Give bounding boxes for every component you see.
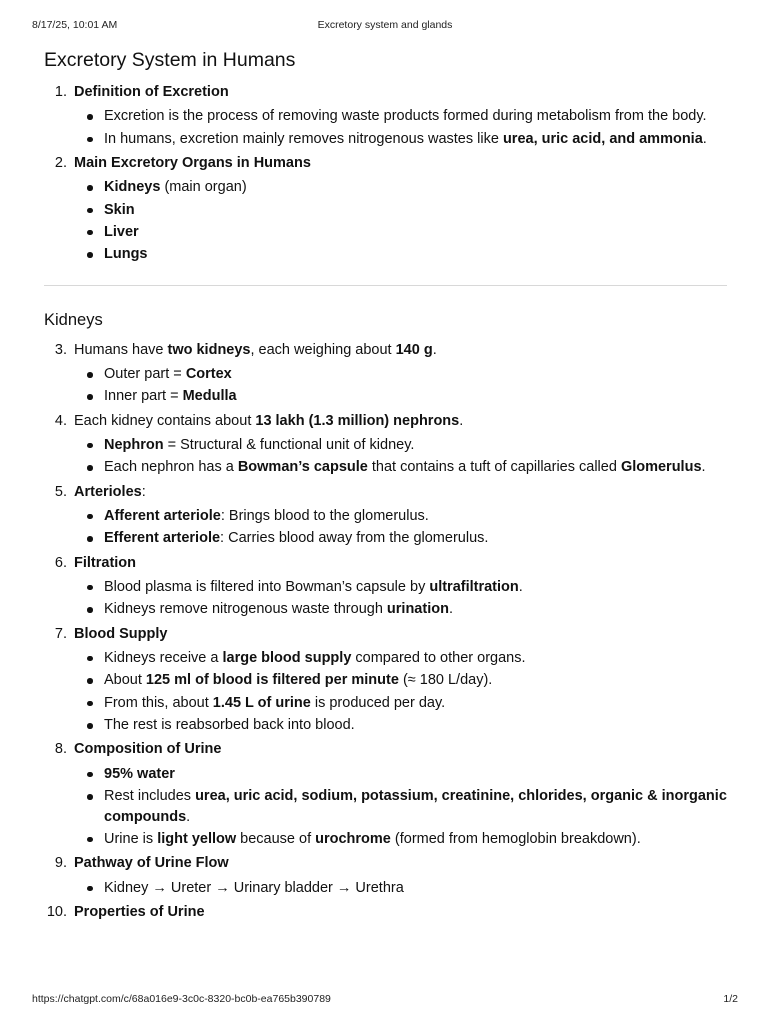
bullet-list — [74, 106, 727, 149]
bullet-list — [74, 435, 727, 478]
section-divider — [44, 285, 727, 286]
kidneys-list — [44, 338, 727, 924]
list-item: 4. Each kidney contains about 13 lakh (1.3 million) nephrons. Nephron = Structural & functional unit of kidney. Each nephron has a Bowman’s capsule that contains a tuft of capillaries called Glomerulus. — [44, 409, 727, 478]
bullet-list — [74, 506, 727, 549]
section-heading: Kidneys — [44, 310, 103, 329]
bullet-item: In humans, excretion mainly removes nitrogenous wastes like urea, uric acid, and ammonia. — [74, 129, 727, 150]
bullet-item: Rest includes urea, uric acid, sodium, potassium, creatinine, chlorides, organic & inorganic compounds. — [74, 786, 727, 827]
item-number: 7. — [54, 625, 67, 642]
print-datetime: 8/17/25, 10:01 AM — [32, 19, 118, 31]
item-number: 1. — [54, 84, 67, 100]
item-number: 2. — [54, 154, 67, 171]
item-number: 9. — [54, 855, 67, 872]
bullet-list — [74, 648, 727, 736]
bullet-item: Kidneys (main organ) — [74, 177, 727, 198]
bullet-list — [74, 177, 727, 265]
bullet-item: Kidney → Ureter → Urinary bladder → Urethra — [74, 878, 727, 899]
bullet-item: Nephron = Structural & functional unit of kidney. — [74, 435, 727, 456]
list-item: 9. Pathway of Urine Flow Kidney → Ureter → Urinary bladder → Urethra — [44, 851, 727, 898]
list-item: 7. Blood Supply Kidneys receive a large blood supply compared to other organs. About 125 ml of blood is filtered per minute (≈ 180 L/day). From this, about 1.45 L of urine is produced per day. The rest is reabsorbed back into blood. — [44, 622, 727, 736]
bullet-item: Inner part = Medulla — [74, 386, 727, 407]
bullet-item: Outer part = Cortex — [74, 364, 727, 385]
bullet-item: Urine is light yellow because of urochrome (formed from hemoglobin breakdown). — [74, 829, 727, 850]
bullet-item: From this, about 1.45 L of urine is produced per day. — [74, 693, 727, 714]
item-number: 5. — [54, 483, 67, 500]
bullet-item: 95% water — [74, 764, 727, 785]
page-url[interactable]: https://chatgpt.com/c/68a016e9-3c0c-8320-bc0b-ea765b390789 — [32, 993, 331, 1005]
item-number: 6. — [54, 554, 67, 571]
page-content — [44, 46, 727, 924]
bullet-item: Kidneys remove nitrogenous waste through urination. — [74, 599, 727, 620]
list-item — [44, 80, 727, 149]
bullet-item: About 125 ml of blood is filtered per minute (≈ 180 L/day). — [74, 670, 727, 691]
bullet-item: Excretion is the process of removing waste products formed during metabolism from the body. — [74, 106, 727, 127]
item-number: 3. — [54, 341, 67, 358]
bullet-list — [74, 364, 727, 407]
page-number: 1/2 — [723, 993, 738, 1005]
bullet-list — [74, 878, 727, 899]
list-item: 10. Properties of Urine — [44, 900, 727, 924]
list-item: 3. Humans have two kidneys, each weighing about 140 g. Outer part = Cortex Inner part = Medulla — [44, 338, 727, 407]
bullet-list — [74, 764, 727, 850]
item-number: 8. — [54, 741, 67, 758]
item-title: Definition of Excretion — [74, 84, 229, 100]
print-footer — [32, 993, 738, 1005]
list-item: 5. Arterioles: Afferent arteriole: Brings blood to the glomerulus. Efferent arteriole: Carries blood away from the glomerulus. — [44, 480, 727, 549]
bullet-list — [74, 577, 727, 620]
item-title: Main Excretory Organs in Humans — [74, 154, 311, 171]
bullet-item: Skin — [74, 200, 727, 221]
list-item: 8. Composition of Urine 95% water Rest includes urea, uric acid, sodium, potassium, creatinine, chlorides, organic & inorganic compounds. Urine is light yellow because of urochrome (formed from hemoglobin breakdown). — [44, 737, 727, 849]
bullet-item: The rest is reabsorbed back into blood. — [74, 715, 727, 736]
print-header — [32, 19, 738, 31]
bullet-item: Lungs — [74, 244, 727, 265]
list-item — [44, 151, 727, 265]
bullet-item: Efferent arteriole: Carries blood away from the glomerulus. — [74, 528, 727, 549]
bullet-item: Afferent arteriole: Brings blood to the glomerulus. — [74, 506, 727, 527]
document-title: Excretory System in Humans — [44, 49, 296, 71]
intro-list — [44, 80, 727, 265]
item-number: 4. — [54, 412, 67, 429]
print-document-title: Excretory system and glands — [317, 19, 453, 31]
bullet-item: Blood plasma is filtered into Bowman’s capsule by ultrafiltration. — [74, 577, 727, 598]
bullet-item: Kidneys receive a large blood supply compared to other organs. — [74, 648, 727, 669]
bullet-item: Each nephron has a Bowman’s capsule that contains a tuft of capillaries called Glomerulus. — [74, 457, 727, 478]
item-number: 10. — [46, 903, 67, 920]
bullet-item: Liver — [74, 222, 727, 243]
list-item: 6. Filtration Blood plasma is filtered into Bowman’s capsule by ultrafiltration. Kidneys remove nitrogenous waste through urination. — [44, 551, 727, 620]
